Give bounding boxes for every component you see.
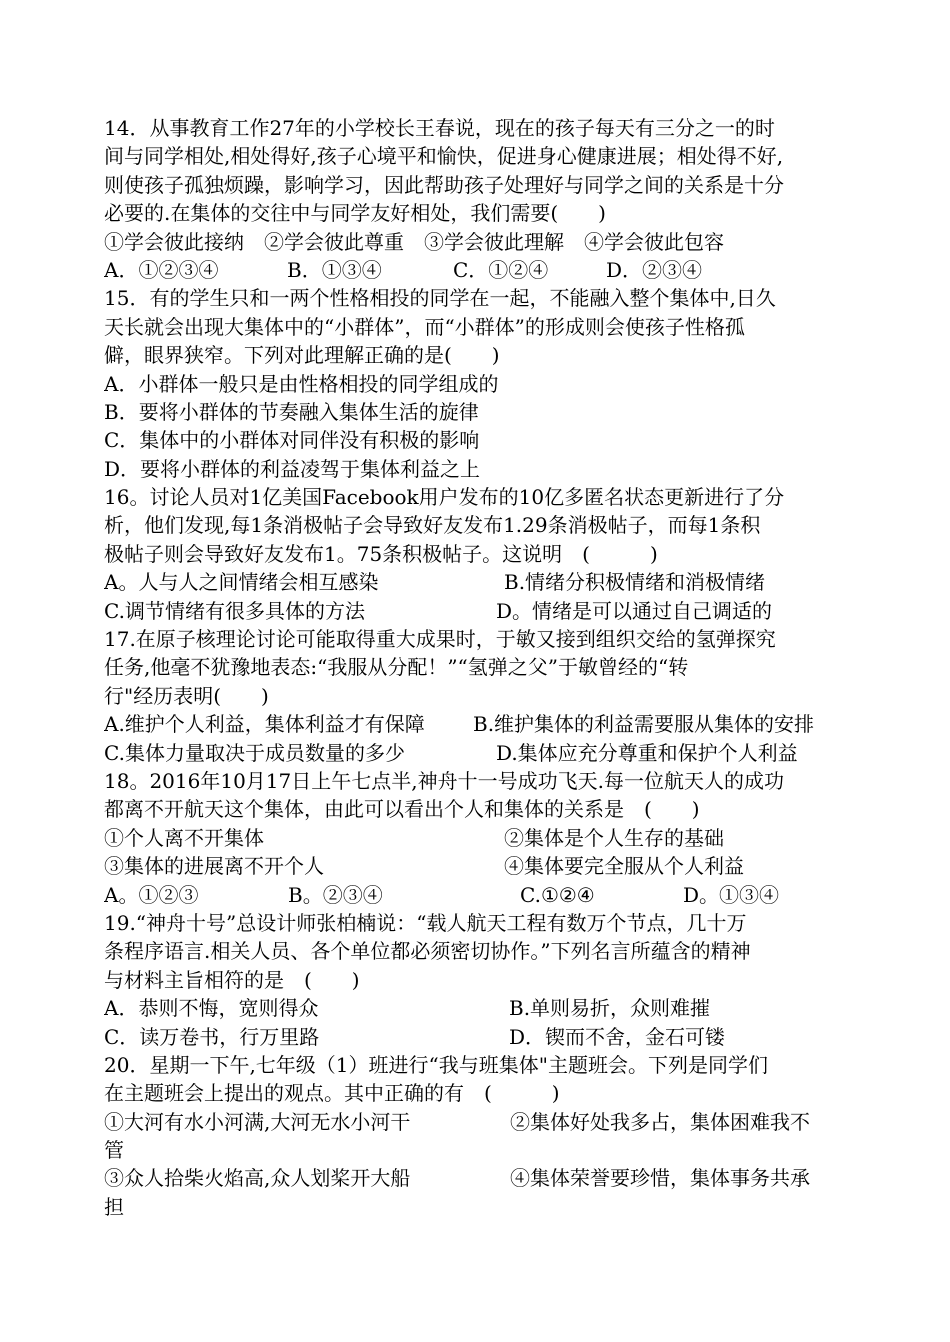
question-14 [104, 114, 850, 284]
option-a: A.维护个人利益，集体利益才有保障 [104, 712, 425, 737]
statement-1: ①大河有水小河满,大河无水小河干 [104, 1109, 411, 1134]
question-16 [104, 483, 850, 625]
answer-options-row [104, 1023, 850, 1051]
question-stem-line: 16。讨论人员对1亿美国Facebook用户发布的10亿多匿名状态更新进行了分 [104, 485, 785, 510]
statement-1: ①个人离不开集体 [104, 825, 264, 850]
option-d: D。①③④ [683, 882, 780, 907]
statement-4: ④集体要完全服从个人利益 [504, 854, 744, 879]
option-c: C.集体力量取决于成员数量的多少 [104, 740, 405, 765]
question-stem-line: 17.在原子核理论讨论可能取得重大成果时，于敏又接到组织交给的氢弹探究 [104, 627, 776, 652]
option-d: D．②③④ [606, 257, 703, 282]
option-d: D．锲而不舍，金石可镂 [509, 1024, 726, 1049]
statement-3: ③众人拾柴火焰高,众人划桨开大船 [104, 1166, 411, 1191]
answer-options-row [104, 710, 850, 738]
question-18 [104, 767, 850, 909]
statement-2: ②集体好处我多占，集体困难我不 [510, 1109, 810, 1134]
question-stem-line: 间与同学相处,相处得好,孩子心境平和愉快，促进身心健康进展；相处得不好, [104, 144, 784, 169]
option-a: A。①②③ [104, 882, 199, 907]
question-stem-line: 18。2016年10月17日上午七点半,神舟十一号成功飞天.每一位航天人的成功 [104, 768, 784, 793]
question-stem-line: 天长就会出现大集体中的“小群体”，而“小群体”的形成则会使孩子性格孤 [104, 314, 745, 339]
question-17 [104, 625, 850, 767]
option-b: B．①③④ [287, 257, 382, 282]
question-stem-line: 20．星期一下午,七年级（1）班进行“我与班集体"主题班会。下列是同学们 [104, 1052, 768, 1077]
statement-3: ③集体的进展离不开个人 [104, 854, 324, 879]
option-b: B.情绪分积极情绪和消极情绪 [504, 570, 766, 595]
option-d: D．要将小群体的利益凌驾于集体利益之上 [104, 456, 481, 481]
statement-row [104, 1164, 850, 1192]
answer-options-row [104, 568, 850, 596]
question-stem-line: 与材料主旨相符的是 ( ) [104, 967, 360, 992]
option-a: A．恭则不悔，宽则得众 [104, 996, 319, 1021]
answer-options [104, 256, 850, 284]
statement-2-continued: 管 [104, 1138, 124, 1163]
answer-options-row [104, 994, 850, 1022]
question-15 [104, 284, 850, 483]
exam-page [104, 114, 850, 1221]
question-stem-line: 在主题班会上提出的观点。其中正确的有 ( ) [104, 1081, 560, 1106]
statement-row [104, 824, 850, 852]
question-20 [104, 1051, 850, 1221]
option-c: C．①②④ [453, 257, 549, 282]
statement-row [104, 852, 850, 880]
question-stem-line: 僻，眼界狭窄。下列对此理解正确的是( ) [104, 343, 500, 368]
question-stem-line: 14．从事教育工作27年的小学校长王春说，现在的孩子每天有三分之一的时 [104, 116, 775, 140]
question-19 [104, 909, 850, 1051]
statement-list: ①学会彼此接纳 ②学会彼此尊重 ③学会彼此理解 ④学会彼此包容 [104, 229, 724, 254]
question-stem-line: 则使孩子孤独烦躁，影响学习，因此帮助孩子处理好与同学之间的关系是十分 [104, 172, 784, 197]
option-b: B。②③④ [288, 882, 383, 907]
statement-2: ②集体是个人生存的基础 [504, 825, 724, 850]
statement-row [104, 1108, 850, 1136]
option-a: A．①②③④ [104, 257, 219, 282]
question-stem-line: 析，他们发现,每1条消极帖子会导致好友发布1.29条消极帖子，而每1条积 [104, 513, 761, 538]
statement-4-continued: 担 [104, 1194, 124, 1219]
answer-options-row [104, 739, 850, 767]
option-d: D.集体应充分尊重和保护个人利益 [496, 740, 798, 765]
option-b: B．要将小群体的节奏融入集体生活的旋律 [104, 399, 479, 424]
option-c: C.①②④ [520, 882, 595, 907]
option-d: D。情绪是可以通过自己调适的 [496, 598, 773, 623]
question-stem-line: 条程序语言.相关人员、各个单位都必须密切协作。”下列名言所蕴含的精神 [104, 939, 751, 964]
option-c: C.调节情绪有很多具体的方法 [104, 598, 365, 623]
question-stem-line: 任务,他毫不犹豫地表态:“我服从分配！”“氢弹之父”于敏曾经的“转 [104, 655, 689, 680]
option-a: A。人与人之间情绪会相互感染 [104, 570, 379, 595]
statement-4: ④集体荣誉要珍惜，集体事务共承 [510, 1166, 810, 1191]
option-c: C．集体中的小群体对同伴没有积极的影响 [104, 428, 480, 453]
question-stem-line: 必要的.在集体的交往中与同学友好相处，我们需要( ) [104, 201, 606, 226]
question-stem-line: 极帖子则会导致好友发布1。75条积极帖子。这说明 ( ) [104, 541, 658, 566]
question-stem-line: 15．有的学生只和一两个性格相投的同学在一起，不能融入整个集体中,日久 [104, 286, 776, 311]
answer-options-row [104, 597, 850, 625]
question-stem-line: 行"经历表明( ) [104, 683, 269, 708]
option-b: B.维护集体的利益需要服从集体的安排 [473, 712, 815, 737]
option-a: A．小群体一般只是由性格相投的同学组成的 [104, 371, 499, 396]
question-stem-line: 都离不开航天这个集体，由此可以看出个人和集体的关系是 ( ) [104, 797, 700, 822]
question-stem-line: 19.“神舟十号”总设计师张柏楠说：“载人航天工程有数万个节点，几十万 [104, 910, 747, 935]
option-c: C．读万卷书，行万里路 [104, 1024, 320, 1049]
option-b: B.单则易折，众则难摧 [509, 996, 711, 1021]
answer-options [104, 881, 850, 909]
